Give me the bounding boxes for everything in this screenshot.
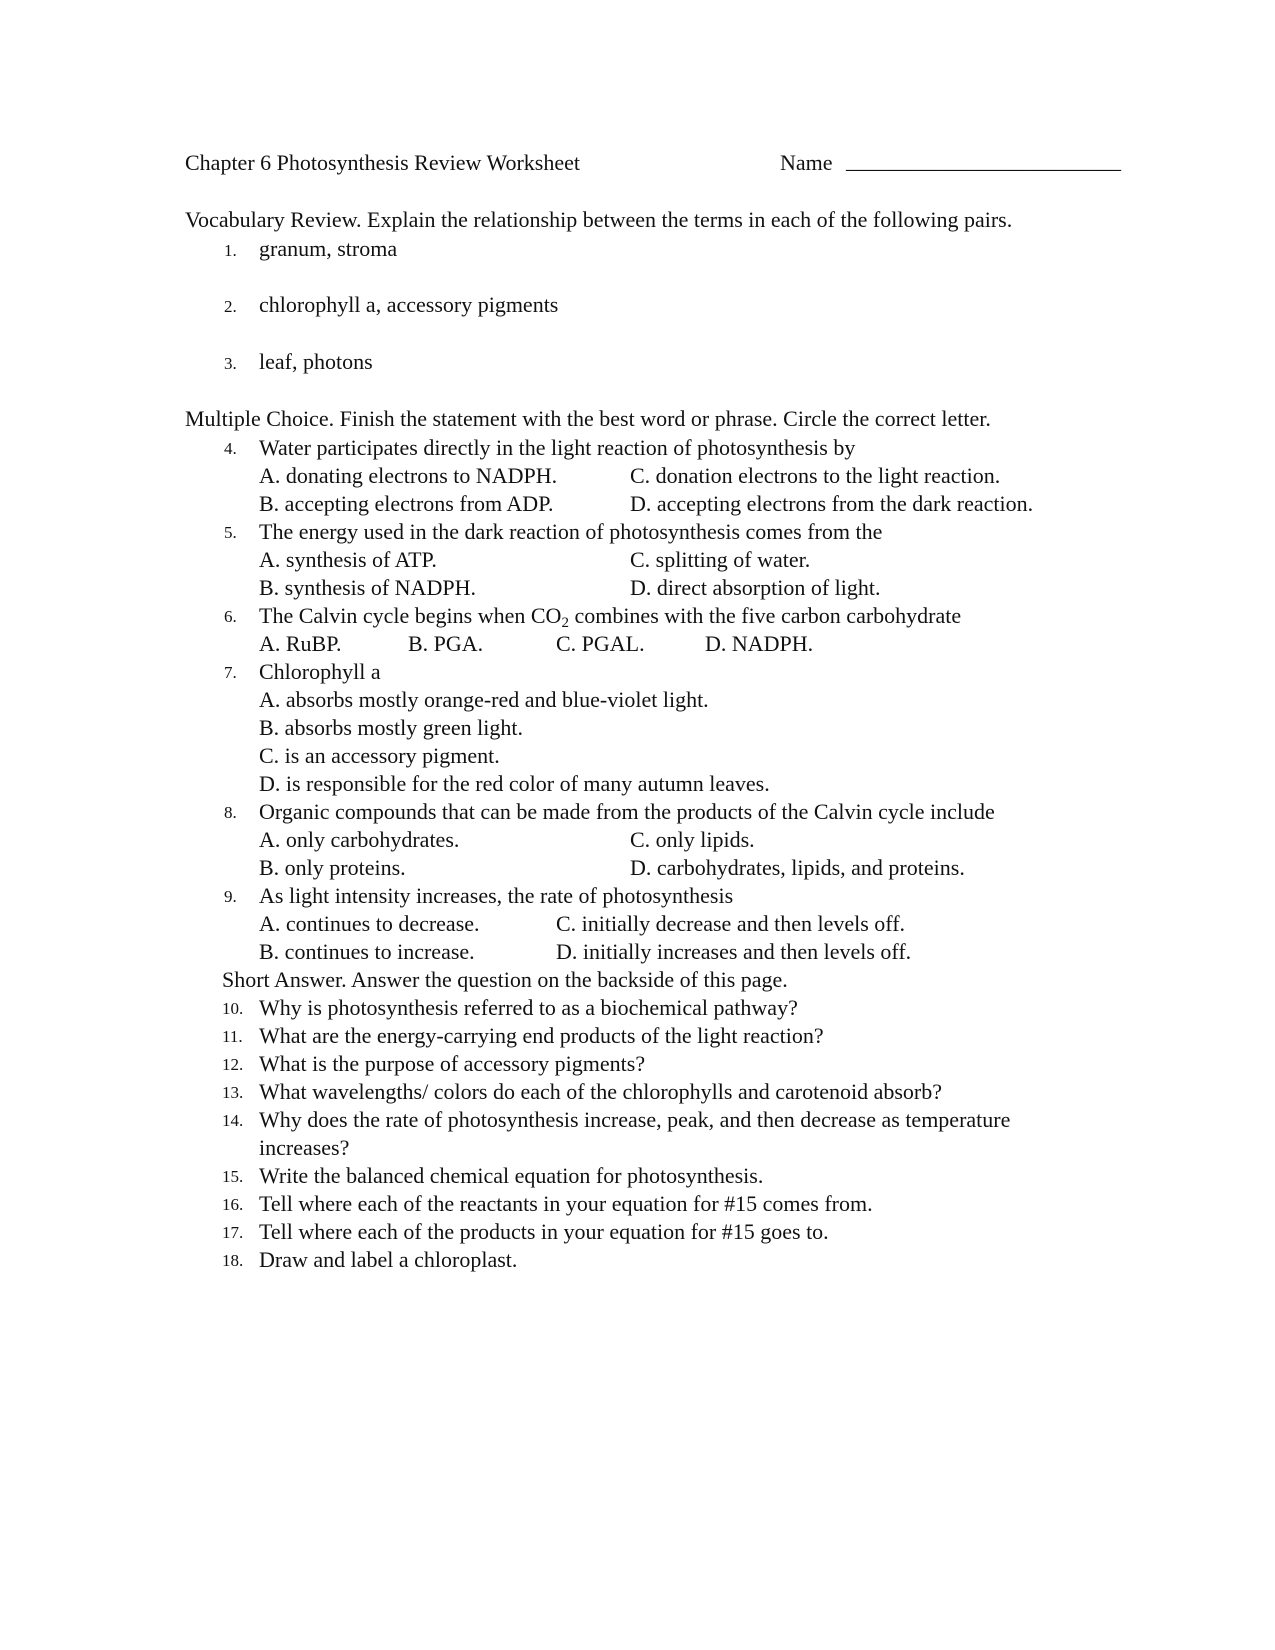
q7-option-b[interactable]: B. absorbs mostly green light.	[259, 715, 523, 740]
q7-option-a[interactable]: A. absorbs mostly orange-red and blue-violet light.	[259, 687, 709, 712]
q8-option-d[interactable]: D. carbohydrates, lipids, and proteins.	[630, 855, 965, 880]
mc-heading: Multiple Choice. Finish the statement with the best word or phrase. Circle the correct letter.	[185, 406, 991, 431]
q5-option-b[interactable]: B. synthesis of NADPH.	[259, 575, 476, 600]
q8-stem: Organic compounds that can be made from the products of the Calvin cycle include	[259, 799, 995, 824]
q6-option-c[interactable]: C. PGAL.	[556, 631, 645, 656]
q5-stem: The energy used in the dark reaction of photosynthesis comes from the	[259, 519, 883, 544]
question-number: 9.	[224, 887, 237, 906]
co2-subscript: 2	[561, 615, 569, 631]
vocab-item-3: leaf, photons	[259, 349, 373, 374]
question-number: 6.	[224, 607, 237, 626]
q4-option-a[interactable]: A. donating electrons to NADPH.	[259, 463, 558, 488]
q6-stem: The Calvin cycle begins when CO2 combines with the five carbon carbohydrate	[259, 603, 962, 631]
question-number: 17.	[222, 1223, 244, 1242]
name-label: Name	[780, 150, 833, 175]
question-number: 12.	[222, 1055, 244, 1074]
question-number: 11.	[222, 1027, 243, 1046]
q4-stem: Water participates directly in the light reaction of photosynthesis by	[259, 435, 856, 460]
short-q10: Why is photosynthesis referred to as a biochemical pathway?	[259, 995, 798, 1020]
name-blank-line[interactable]: _________________________	[846, 148, 1121, 173]
q5-option-c[interactable]: C. splitting of water.	[630, 547, 811, 572]
question-number: 10.	[222, 999, 244, 1018]
short-q12: What is the purpose of accessory pigments?	[259, 1051, 646, 1076]
short-q17: Tell where each of the products in your equation for #15 goes to.	[259, 1219, 829, 1244]
short-q18: Draw and label a chloroplast.	[259, 1247, 518, 1272]
worksheet-title: Chapter 6 Photosynthesis Review Worksheet	[185, 150, 581, 175]
q8-option-a[interactable]: A. only carbohydrates.	[259, 827, 460, 852]
q9-stem: As light intensity increases, the rate of photosynthesis	[259, 883, 734, 908]
question-number: 5.	[224, 523, 237, 542]
question-number: 15.	[222, 1167, 244, 1186]
q6-option-d[interactable]: D. NADPH.	[705, 631, 814, 656]
q7-stem: Chlorophyll a	[259, 659, 381, 684]
question-number: 13.	[222, 1083, 244, 1102]
short-q14: Why does the rate of photosynthesis increase, peak, and then decrease as temperature	[259, 1107, 1011, 1132]
q6-option-b[interactable]: B. PGA.	[408, 631, 484, 656]
question-number: 8.	[224, 803, 237, 822]
short-q14-continued: increases?	[259, 1135, 350, 1160]
q5-option-a[interactable]: A. synthesis of ATP.	[259, 547, 437, 572]
question-number: 4.	[224, 439, 237, 458]
question-number: 2.	[224, 297, 237, 316]
question-number: 14.	[222, 1111, 244, 1130]
short-answer-heading: Short Answer. Answer the question on the backside of this page.	[222, 967, 788, 992]
short-q13: What wavelengths/ colors do each of the chlorophylls and carotenoid absorb?	[259, 1079, 942, 1104]
q6-option-a[interactable]: A. RuBP.	[259, 631, 342, 656]
q9-option-a[interactable]: A. continues to decrease.	[259, 911, 480, 936]
q7-option-c[interactable]: C. is an accessory pigment.	[259, 743, 500, 768]
q8-option-c[interactable]: C. only lipids.	[630, 827, 755, 852]
q4-option-b[interactable]: B. accepting electrons from ADP.	[259, 491, 554, 516]
question-number: 3.	[224, 354, 237, 373]
q8-option-b[interactable]: B. only proteins.	[259, 855, 406, 880]
q7-option-d[interactable]: D. is responsible for the red color of many autumn leaves.	[259, 771, 770, 796]
short-q11: What are the energy-carrying end products of the light reaction?	[259, 1023, 824, 1048]
question-number: 18.	[222, 1251, 244, 1270]
question-number: 1.	[224, 241, 237, 260]
q9-option-b[interactable]: B. continues to increase.	[259, 939, 475, 964]
question-number: 7.	[224, 663, 237, 682]
q5-option-d[interactable]: D. direct absorption of light.	[630, 575, 881, 600]
short-q15: Write the balanced chemical equation for photosynthesis.	[259, 1163, 764, 1188]
q9-option-c[interactable]: C. initially decrease and then levels off.	[556, 911, 906, 936]
q4-option-c[interactable]: C. donation electrons to the light reaction.	[630, 463, 1001, 488]
vocab-item-2: chlorophyll a, accessory pigments	[259, 292, 559, 317]
question-number: 16.	[222, 1195, 244, 1214]
vocab-heading: Vocabulary Review. Explain the relationship between the terms in each of the following pairs.	[185, 207, 1013, 232]
short-q16: Tell where each of the reactants in your equation for #15 comes from.	[259, 1191, 873, 1216]
q9-option-d[interactable]: D. initially increases and then levels off.	[556, 939, 912, 964]
vocab-item-1: granum, stroma	[259, 236, 398, 261]
q4-option-d[interactable]: D. accepting electrons from the dark reaction.	[630, 491, 1034, 516]
